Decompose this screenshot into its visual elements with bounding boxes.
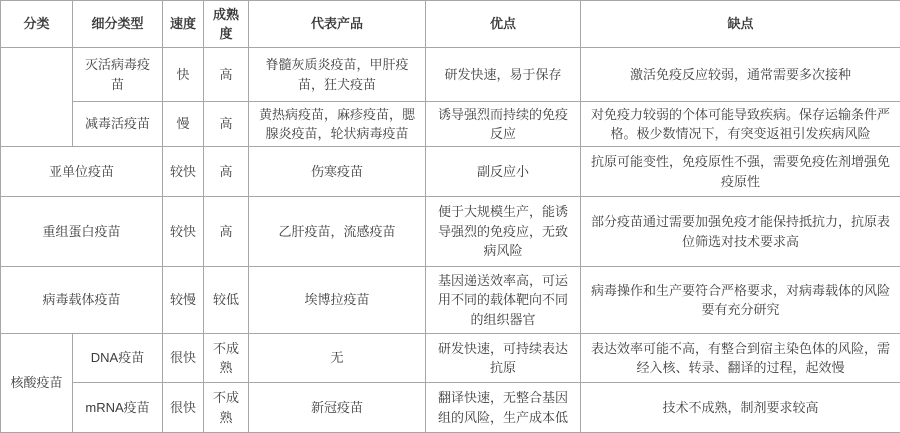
cell-pros: 副反应小 [426, 147, 581, 197]
col-header-pros: 优点 [426, 1, 581, 48]
cell-speed: 较慢 [163, 267, 204, 334]
cell-maturity: 高 [204, 147, 249, 197]
cell-subtype: mRNA疫苗 [73, 383, 163, 433]
cell-category-nucleic-acid: 核酸疫苗 [1, 334, 73, 433]
cell-cons: 激活免疫反应较弱，通常需要多次接种 [581, 48, 900, 102]
cell-products: 埃博拉疫苗 [249, 267, 426, 334]
cell-cons: 表达效率可能不高，有整合到宿主染色体的风险，需经入核、转录、翻译的过程，起效慢 [581, 334, 900, 383]
cell-products: 乙肝疫苗，流感疫苗 [249, 197, 426, 267]
cell-products: 脊髓灰质炎疫苗，甲肝疫苗，狂犬疫苗 [249, 48, 426, 102]
cell-type-merged: 亚单位疫苗 [1, 147, 163, 197]
row-inactivated-virus-vaccine [1, 48, 900, 102]
cell-cons: 技术不成熟，制剂要求较高 [581, 383, 900, 433]
col-header-products: 代表产品 [249, 1, 426, 48]
col-header-subtype: 细分类型 [73, 1, 163, 48]
cell-maturity: 高 [204, 48, 249, 102]
cell-subtype: DNA疫苗 [73, 334, 163, 383]
cell-cons: 病毒操作和生产要符合严格要求，对病毒载体的风险要有充分研究 [581, 267, 900, 334]
cell-maturity: 不成熟 [204, 383, 249, 433]
cell-pros: 研发快速，可持续表达抗原 [426, 334, 581, 383]
col-header-category: 分类 [1, 1, 73, 48]
row-dna-vaccine [1, 334, 900, 383]
row-viral-vector-vaccine [1, 267, 900, 334]
cell-maturity: 高 [204, 197, 249, 267]
cell-cons: 对免疫力较弱的个体可能导致疾病。保存运输条件严格。极少数情况下，有突变返祖引发疾病风险 [581, 102, 900, 147]
row-live-attenuated-vaccine [1, 102, 900, 147]
row-mrna-vaccine [1, 383, 900, 433]
cell-pros: 研发快速，易于保存 [426, 48, 581, 102]
cell-maturity: 不成熟 [204, 334, 249, 383]
cell-pros: 诱导强烈而持续的免疫反应 [426, 102, 581, 147]
cell-products: 新冠疫苗 [249, 383, 426, 433]
cell-speed: 很快 [163, 383, 204, 433]
cell-category-empty [1, 48, 73, 147]
cell-pros: 便于大规模生产，能诱导强烈的免疫应，无致病风险 [426, 197, 581, 267]
cell-pros: 翻译快速，无整合基因组的风险，生产成本低 [426, 383, 581, 433]
col-header-cons: 缺点 [581, 1, 900, 48]
cell-pros: 基因递送效率高，可运用不同的载体靶向不同的组织器官 [426, 267, 581, 334]
cell-products: 伤寒疫苗 [249, 147, 426, 197]
cell-speed: 快 [163, 48, 204, 102]
cell-type-merged: 病毒载体疫苗 [1, 267, 163, 334]
cell-cons: 抗原可能变性，免疫原性不强，需要免疫佐剂增强免疫原性 [581, 147, 900, 197]
row-subunit-vaccine [1, 147, 900, 197]
header-row [1, 1, 900, 48]
cell-speed: 慢 [163, 102, 204, 147]
cell-subtype: 减毒活疫苗 [73, 102, 163, 147]
cell-products: 无 [249, 334, 426, 383]
cell-speed: 较快 [163, 197, 204, 267]
col-header-speed: 速度 [163, 1, 204, 48]
cell-products: 黄热病疫苗，麻疹疫苗，腮腺炎疫苗，轮状病毒疫苗 [249, 102, 426, 147]
cell-subtype: 灭活病毒疫苗 [73, 48, 163, 102]
cell-speed: 很快 [163, 334, 204, 383]
cell-type-merged: 重组蛋白疫苗 [1, 197, 163, 267]
row-recombinant-protein-vaccine [1, 197, 900, 267]
col-header-maturity: 成熟度 [204, 1, 249, 48]
cell-speed: 较快 [163, 147, 204, 197]
cell-maturity: 高 [204, 102, 249, 147]
cell-maturity: 较低 [204, 267, 249, 334]
cell-cons: 部分疫苗通过需要加强免疫才能保持抵抗力，抗原表位筛选对技术要求高 [581, 197, 900, 267]
